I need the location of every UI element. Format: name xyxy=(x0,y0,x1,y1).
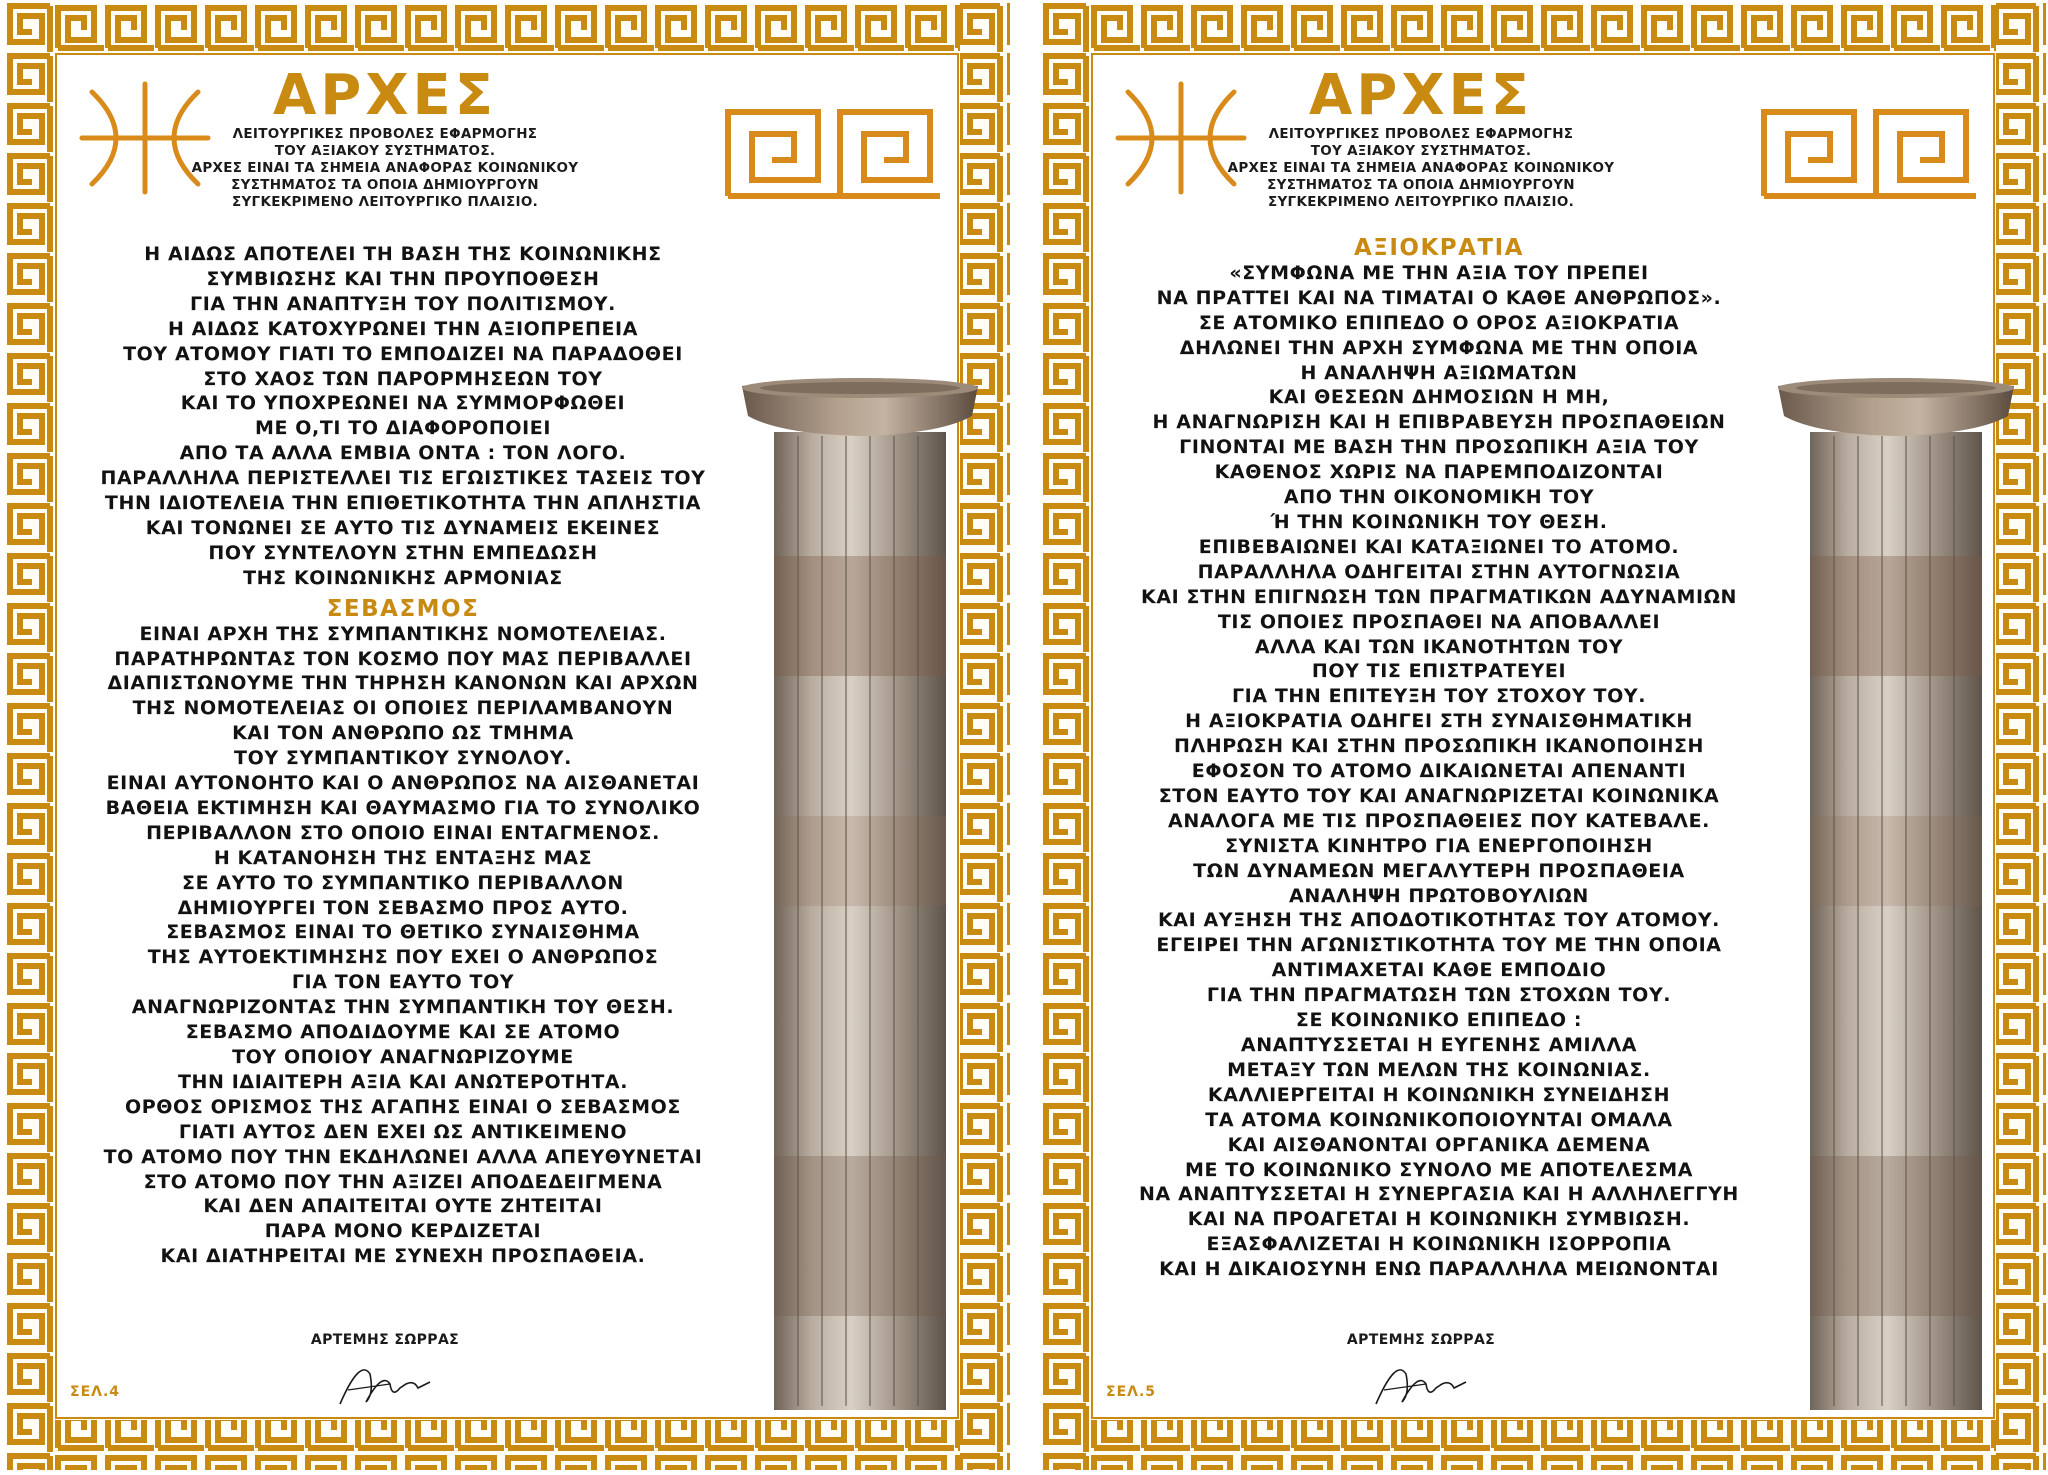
text-line: ΣΕΒΑΣΜΟ ΑΠΟΔΙΔΟΥΜΕ ΚΑΙ ΣΕ ΑΤΟΜΟ xyxy=(185,1021,621,1044)
text-line: ΠΟΥ ΤΙΣ ΕΠΙΣΤΡΑΤΕΥΕΙ xyxy=(1311,660,1567,683)
text-line: Η ΑΝΑΛΗΨΗ ΑΞΙΩΜΑΤΩΝ xyxy=(1300,361,1578,384)
paragraph-aidos xyxy=(60,242,746,591)
text-line: ΣΕΒΑΣΜΟΣ ΕΙΝΑΙ ΤΟ ΘΕΤΙΚΟ ΣΥΝΑΙΣΘΗΜΑ xyxy=(166,921,640,944)
text-line: ΣΤΟΝ ΕΑΥΤΟ ΤΟΥ ΚΑΙ ΑΝΑΓΝΩΡΙΖΕΤΑΙ ΚΟΙΝΩΝΙΚΑ xyxy=(1158,784,1720,807)
text-line: ΝΑ ΑΝΑΠΤΥΣΣΕΤΑΙ Η ΣΥΝΕΡΓΑΣΙΑ ΚΑΙ Η ΑΛΛΗΛΕΓΓΥΗ xyxy=(1139,1183,1739,1206)
text-line: ΑΝΤΙΜΑΧΕΤΑΙ ΚΑΘΕ ΕΜΠΟΔΙΟ xyxy=(1271,959,1607,982)
text-line: ΕΙΝΑΙ ΑΡΧΗ ΤΗΣ ΣΥΜΠΑΝΤΙΚΗΣ ΝΟΜΟΤΕΛΕΙΑΣ. xyxy=(139,622,667,645)
text-line: ΓΙΑ ΤΗΝ ΑΝΑΠΤΥΞΗ ΤΟΥ ΠΟΛΙΤΙΣΜΟΥ. xyxy=(190,292,616,315)
text-line: ΣΥΝΙΣΤΑ ΚΙΝΗΤΡΟ ΓΙΑ ΕΝΕΡΓΟΠΟΙΗΣΗ xyxy=(1225,834,1653,857)
text-line: ΚΑΙ ΤΟΝΩΝΕΙ ΣΕ ΑΥΤΟ ΤΙΣ ΔΥΝΑΜΕΙΣ ΕΚΕΙΝΕΣ xyxy=(145,516,661,539)
text-line: ΤΟΥ ΟΠΟΙΟΥ ΑΝΑΓΝΩΡΙΖΟΥΜΕ xyxy=(232,1046,574,1068)
signature-icon xyxy=(330,1354,440,1414)
doric-column-image xyxy=(1776,376,2016,1416)
page-number: ΣΕΛ.4 xyxy=(70,1384,121,1400)
text-line: ΤΗΣ ΚΟΙΝΩΝΙΚΗΣ ΑΡΜΟΝΙΑΣ xyxy=(243,566,563,589)
text-line: ΤΙΣ ΟΠΟΙΕΣ ΠΡΟΣΠΑΘΕΙ ΝΑ ΑΠΟΒΑΛΛΕΙ xyxy=(1217,610,1661,633)
text-line: Η ΚΑΤΑΝΟΗΣΗ ΤΗΣ ΕΝΤΑΞΗΣ ΜΑΣ xyxy=(213,846,593,869)
text-line: ΕΓΕΙΡΕΙ ΤΗΝ ΑΓΩΝΙΣΤΙΚΟΤΗΤΑ ΤΟΥ ΜΕ ΤΗΝ ΟΠΟΙΑ xyxy=(1156,934,1722,957)
text-line: ΠΑΡΑ ΜΟΝΟ ΚΕΡΔΙΖΕΤΑΙ xyxy=(264,1220,542,1243)
text-line: ΚΑΙ ΤΟ ΥΠΟΧΡΕΩΝΕΙ ΝΑ ΣΥΜΜΟΡΦΩΘΕΙ xyxy=(180,392,626,415)
section-sevasmos xyxy=(60,622,746,1270)
text-line: ΑΛΛΑ ΚΑΙ ΤΩΝ ΙΚΑΝΟΤΗΤΩΝ ΤΟΥ xyxy=(1254,635,1624,658)
text-line: ΓΙΑ ΤΗΝ ΕΠΙΤΕΥΞΗ ΤΟΥ ΣΤΟΧΟΥ ΤΟΥ. xyxy=(1231,685,1647,708)
text-line: ΚΑΙ ΤΟΝ ΑΝΘΡΩΠΟ ΩΣ ΤΜΗΜΑ xyxy=(232,722,574,745)
meander-ornament-icon xyxy=(1756,104,1982,204)
author-name: ΑΡΤΕΜΗΣ ΣΩΡΡΑΣ xyxy=(1346,1332,1496,1348)
text-line: ΑΝΑΛΗΨΗ ΠΡΩΤΟΒΟΥΛΙΩΝ xyxy=(1289,884,1589,907)
text-line: ΕΙΝΑΙ ΑΥΤΟΝΟΗΤΟ ΚΑΙ Ο ΑΝΘΡΩΠΟΣ ΝΑ ΑΙΣΘΑΝΕΤΑΙ xyxy=(106,772,700,795)
text-line: ΚΑΛΛΙΕΡΓΕΙΤΑΙ Η ΚΟΙΝΩΝΙΚΗ ΣΥΝΕΙΔΗΣΗ xyxy=(1207,1083,1671,1106)
text-line: ΔΗΜΙΟΥΡΓΕΙ ΤΟΝ ΣΕΒΑΣΜΟ ΠΡΟΣ ΑΥΤΟ. xyxy=(177,896,629,919)
text-line: ΜΕ ΤΟ ΚΟΙΝΩΝΙΚΟ ΣΥΝΟΛΟ ΜΕ ΑΠΟΤΕΛΕΣΜΑ xyxy=(1184,1158,1694,1181)
text-line: ΤΗΣ ΑΥΤΟΕΚΤΙΜΗΣΗΣ ΠΟΥ ΕΧΕΙ Ο ΑΝΘΡΩΠΟΣ xyxy=(147,946,659,969)
text-line: Η ΑΙΔΩΣ ΑΠΟΤΕΛΕΙ ΤΗ ΒΑΣΗ ΤΗΣ ΚΟΙΝΩΝΙΚΗΣ xyxy=(144,243,662,265)
text-line: ΝΑ ΠΡΑΤΤΕΙ ΚΑΙ ΝΑ ΤΙΜΑΤΑΙ Ο ΚΑΘΕ ΑΝΘΡΩΠΟΣ». xyxy=(1156,286,1722,309)
body-text xyxy=(60,242,746,1269)
text-line: ΤΩΝ ΔΥΝΑΜΕΩΝ ΜΕΓΑΛΥΤΕΡΗ ΠΡΟΣΠΑΘΕΙΑ xyxy=(1193,859,1685,882)
doric-column-image xyxy=(740,376,980,1416)
text-line: ΤΗΝ ΙΔΙΑΙΤΕΡΗ ΑΞΙΑ ΚΑΙ ΑΝΩΤΕΡΟΤΗΤΑ. xyxy=(177,1070,629,1093)
text-line: ΟΡΘΟΣ ΟΡΙΣΜΟΣ ΤΗΣ ΑΓΑΠΗΣ ΕΙΝΑΙ Ο ΣΕΒΑΣΜΟΣ xyxy=(125,1095,681,1118)
text-line: ΜΕ Ο,ΤΙ ΤΟ ΔΙΑΦΟΡΟΠΟΙΕΙ xyxy=(254,417,552,440)
section-heading: ΑΞΙΟΚΡΑΤΙΑ xyxy=(1354,235,1524,261)
text-line: ΠΑΡΑΤΗΡΩΝΤΑΣ ΤΟΝ ΚΟΣΜΟ ΠΟΥ ΜΑΣ ΠΕΡΙΒΑΛΛΕΙ xyxy=(114,647,692,670)
text-line: ΤΗΣ ΝΟΜΟΤΕΛΕΙΑΣ ΟΙ ΟΠΟΙΕΣ ΠΕΡΙΛΑΜΒΑΝΟΥΝ xyxy=(132,697,674,720)
text-line: ΕΞΑΣΦΑΛΙΖΕΤΑΙ Η ΚΟΙΝΩΝΙΚΗ ΙΣΟΡΡΟΠΙΑ xyxy=(1206,1233,1672,1256)
page-title: ΑΡΧΕΣ xyxy=(1308,63,1534,128)
text-line: ΠΛΗΡΩΣΗ ΚΑΙ ΣΤΗΝ ΠΡΟΣΩΠΙΚΗ ΙΚΑΝΟΠΟΙΗΣΗ xyxy=(1173,735,1705,758)
section-heading: ΣΕΒΑΣΜΟΣ xyxy=(326,595,480,622)
text-line: Η ΑΞΙΟΚΡΑΤΙΑ ΟΔΗΓΕΙ ΣΤΗ ΣΥΝΑΙΣΘΗΜΑΤΙΚΗ xyxy=(1185,710,1693,733)
page-5 xyxy=(1040,2,2046,1470)
text-line: ΕΦΟΣΟΝ ΤΟ ΑΤΟΜΟ ΔΙΚΑΙΩΝΕΤΑΙ ΑΠΕΝΑΝΤΙ xyxy=(1191,760,1687,783)
text-line: ΓΙΑ ΤΗΝ ΠΡΑΓΜΑΤΩΣΗ ΤΩΝ ΣΤΟΧΩΝ ΤΟΥ. xyxy=(1206,984,1672,1007)
text-line: ΚΑΙ ΑΥΞΗΣΗ ΤΗΣ ΑΠΟΔΟΤΙΚΟΤΗΤΑΣ ΤΟΥ ΑΤΟΜΟΥ. xyxy=(1157,909,1720,932)
text-line: ΓΙΑ ΤΟΝ ΕΑΥΤΟ ΤΟΥ xyxy=(291,971,515,994)
section-axiokratia xyxy=(1096,261,1782,1282)
text-line: ΠΕΡΙΒΑΛΛΟΝ ΣΤΟ ΟΠΟΙΟ ΕΙΝΑΙ ΕΝΤΑΓΜΕΝΟΣ. xyxy=(146,821,660,844)
text-line: ΓΙΑΤΙ ΑΥΤΟΣ ΔΕΝ ΕΧΕΙ ΩΣ ΑΝΤΙΚΕΙΜΕΝΟ xyxy=(178,1120,628,1143)
text-line: ΣΤΟ ΑΤΟΜΟ ΠΟΥ ΤΗΝ ΑΞΙΖΕΙ ΑΠΟΔΕΔΕΙΓΜΕΝΑ xyxy=(143,1170,663,1193)
text-line: ΤΟΥ ΑΤΟΜΟΥ ΓΙΑΤΙ ΤΟ ΕΜΠΟΔΙΖΕΙ ΝΑ ΠΑΡΑΔΟΘΕΙ xyxy=(123,342,683,365)
page-subtitle: ΛΕΙΤΟΥΡΓΙΚΕΣ ΠΡΟΒΟΛΕΣ ΕΦΑΡΜΟΓΗΣ ΤΟΥ ΑΞΙΑΚΟΥ ΣΥΣΤΗΜΑΤΟΣ. ΑΡΧΕΣ ΕΙΝΑΙ ΤΑ ΣΗΜΕΙΑ ΑΝΑΦΟΡΑΣ ΚΟΙΝΩΝΙΚΟΥ ΣΥΣΤΗΜΑΤΟΣ ΤΑ ΟΠΟΙΑ ΔΗΜΙΟΥΡΓΟΥΝ ΣΥΓΚΕΚΡΙΜΕΝΟ ΛΕΙΤΟΥΡΓΙΚΟ ΠΛΑΙΣΙΟ. xyxy=(191,126,579,210)
text-line: ΚΑΙ ΝΑ ΠΡΟΑΓΕΤΑΙ Η ΚΟΙΝΩΝΙΚΗ ΣΥΜΒΙΩΣΗ. xyxy=(1187,1208,1691,1231)
page-title: ΑΡΧΕΣ xyxy=(272,63,498,128)
text-line: ΑΝΑΛΟΓΑ ΜΕ ΤΙΣ ΠΡΟΣΠΑΘΕΙΕΣ ΠΟΥ ΚΑΤΕΒΑΛΕ. xyxy=(1168,809,1710,832)
text-line: ΚΑΙ ΘΕΣΕΩΝ ΔΗΜΟΣΙΩΝ Η ΜΗ, xyxy=(1268,386,1610,409)
text-line: ΚΑΙ ΔΙΑΤΗΡΕΙΤΑΙ ΜΕ ΣΥΝΕΧΗ ΠΡΟΣΠΑΘΕΙΑ. xyxy=(160,1245,646,1268)
text-line: ΠΟΥ ΣΥΝΤΕΛΟΥΝ ΣΤΗΝ ΕΜΠΕΔΩΣΗ xyxy=(208,541,598,564)
text-line: ΠΑΡΑΛΛΗΛΑ ΟΔΗΓΕΙΤΑΙ ΣΤΗΝ ΑΥΤΟΓΝΩΣΙΑ xyxy=(1197,560,1681,583)
text-line: ΕΠΙΒΕΒΑΙΩΝΕΙ ΚΑΙ ΚΑΤΑΞΙΩΝΕΙ ΤΟ ΑΤΟΜΟ. xyxy=(1198,535,1680,558)
text-line: ΤΟΥ ΣΥΜΠΑΝΤΙΚΟΥ ΣΥΝΟΛΟΥ. xyxy=(234,747,572,770)
text-line: Ή ΤΗΝ ΚΟΙΝΩΝΙΚΗ ΤΟΥ ΘΕΣΗ. xyxy=(1270,510,1608,533)
text-line: ΒΑΘΕΙΑ ΕΚΤΙΜΗΣΗ ΚΑΙ ΘΑΥΜΑΣΜΟ ΓΙΑ ΤΟ ΣΥΝΟΛΙΚΟ xyxy=(105,796,701,819)
text-line: Η ΑΝΑΓΝΩΡΙΣΗ ΚΑΙ Η ΕΠΙΒΡΑΒΕΥΣΗ ΠΡΟΣΠΑΘΕΙΩΝ xyxy=(1152,411,1726,434)
text-line: ΣΕ ΚΟΙΝΩΝΙΚΟ ΕΠΙΠΕΔΟ : xyxy=(1295,1009,1583,1032)
text-line: ΑΠΟ ΤΗΝ ΟΙΚΟΝΟΜΙΚΗ ΤΟΥ xyxy=(1283,486,1595,509)
text-line: ΚΑΙ ΑΙΣΘΑΝΟΝΤΑΙ ΟΡΓΑΝΙΚΑ ΔΕΜΕΝΑ xyxy=(1227,1133,1651,1156)
text-line: ΤΗΝ ΙΔΙΟΤΕΛΕΙΑ ΤΗΝ ΕΠΙΘΕΤΙΚΟΤΗΤΑ ΤΗΝ ΑΠΛΗΣΤΙΑ xyxy=(104,492,702,515)
text-line: ΚΑΘΕΝΟΣ ΧΩΡΙΣ ΝΑ ΠΑΡΕΜΠΟΔΙΖΟΝΤΑΙ xyxy=(1214,461,1664,484)
text-line: ΣΕ ΑΤΟΜΙΚΟ ΕΠΙΠΕΔΟ Ο ΟΡΟΣ ΑΞΙΟΚΡΑΤΙΑ xyxy=(1198,311,1680,334)
text-line: ΑΝΑΠΤΥΣΣΕΤΑΙ Η ΕΥΓΕΝΗΣ ΑΜΙΛΛΑ xyxy=(1240,1034,1638,1056)
text-line: ΑΝΑΓΝΩΡΙΖΟΝΤΑΣ ΤΗΝ ΣΥΜΠΑΝΤΙΚΗ ΤΟΥ ΘΕΣΗ. xyxy=(131,996,675,1019)
text-line: «ΣΥΜΦΩΝΑ ΜΕ ΤΗΝ ΑΞΙΑ ΤΟΥ ΠΡΕΠΕΙ xyxy=(1229,261,1649,284)
page-subtitle: ΛΕΙΤΟΥΡΓΙΚΕΣ ΠΡΟΒΟΛΕΣ ΕΦΑΡΜΟΓΗΣ ΤΟΥ ΑΞΙΑΚΟΥ ΣΥΣΤΗΜΑΤΟΣ. ΑΡΧΕΣ ΕΙΝΑΙ ΤΑ ΣΗΜΕΙΑ ΑΝΑΦΟΡΑΣ ΚΟΙΝΩΝΙΚΟΥ ΣΥΣΤΗΜΑΤΟΣ ΤΑ ΟΠΟΙΑ ΔΗΜΙΟΥΡΓΟΥΝ ΣΥΓΚΕΚΡΙΜΕΝΟ ΛΕΙΤΟΥΡΓΙΚΟ ΠΛΑΙΣΙΟ. xyxy=(1227,126,1615,210)
text-line: ΣΕ ΑΥΤΟ ΤΟ ΣΥΜΠΑΝΤΙΚΟ ΠΕΡΙΒΑΛΛΟΝ xyxy=(182,871,624,894)
page-number: ΣΕΛ.5 xyxy=(1106,1384,1157,1400)
author-name: ΑΡΤΕΜΗΣ ΣΩΡΡΑΣ xyxy=(310,1332,460,1348)
text-line: ΤΟ ΑΤΟΜΟ ΠΟΥ ΤΗΝ ΕΚΔΗΛΩΝΕΙ ΑΛΛΑ ΑΠΕΥΘΥΝΕΤΑΙ xyxy=(103,1145,703,1168)
page-4 xyxy=(4,2,1010,1470)
text-line: ΣΥΜΒΙΩΣΗΣ ΚΑΙ ΤΗΝ ΠΡΟΥΠΟΘΕΣΗ xyxy=(206,267,600,290)
text-line: ΚΑΙ Η ΔΙΚΑΙΟΣΥΝΗ ΕΝΩ ΠΑΡΑΛΛΗΛΑ ΜΕΙΩΝΟΝΤΑΙ xyxy=(1159,1258,1719,1281)
text-line: ΚΑΙ ΔΕΝ ΑΠΑΙΤΕΙΤΑΙ ΟΥΤΕ ΖΗΤΕΙΤΑΙ xyxy=(203,1195,603,1218)
text-line: ΜΕΤΑΞΥ ΤΩΝ ΜΕΛΩΝ ΤΗΣ ΚΟΙΝΩΝΙΑΣ. xyxy=(1227,1058,1651,1081)
text-line: ΑΠΟ ΤΑ ΑΛΛΑ ΕΜΒΙΑ ΟΝΤΑ : ΤΟΝ ΛΟΓΟ. xyxy=(179,442,627,465)
text-line: ΓΙΝΟΝΤΑΙ ΜΕ ΒΑΣΗ ΤΗΝ ΠΡΟΣΩΠΙΚΗ ΑΞΙΑ ΤΟΥ xyxy=(1179,436,1699,459)
body-text xyxy=(1096,236,1782,1282)
text-line: ΔΗΛΩΝΕΙ ΤΗΝ ΑΡΧΗ ΣΥΜΦΩΝΑ ΜΕ ΤΗΝ ΟΠΟΙΑ xyxy=(1179,336,1699,359)
text-line: ΣΤΟ ΧΑΟΣ ΤΩΝ ΠΑΡΟΡΜΗΣΕΩΝ ΤΟΥ xyxy=(203,367,603,390)
text-line: Η ΑΙΔΩΣ ΚΑΤΟΧΥΡΩΝΕΙ ΤΗΝ ΑΞΙΟΠΡΕΠΕΙΑ xyxy=(167,317,639,340)
meander-ornament-icon xyxy=(720,104,946,204)
text-line: ΚΑΙ ΣΤΗΝ ΕΠΙΓΝΩΣΗ ΤΩΝ ΠΡΑΓΜΑΤΙΚΩΝ ΑΔΥΝΑΜΙΩΝ xyxy=(1141,585,1737,608)
text-line: ΔΙΑΠΙΣΤΩΝΟΥΜΕ ΤΗΝ ΤΗΡΗΣΗ ΚΑΝΟΝΩΝ ΚΑΙ ΑΡΧΩΝ xyxy=(107,672,699,695)
text-line: ΠΑΡΑΛΛΗΛΑ ΠΕΡΙΣΤΕΛΛΕΙ ΤΙΣ ΕΓΩΙΣΤΙΚΕΣ ΤΑΣΕΙΣ ΤΟΥ xyxy=(100,467,706,490)
text-line: ΤΑ ΑΤΟΜΑ ΚΟΙΝΩΝΙΚΟΠΟΙΟΥΝΤΑΙ ΟΜΑΛΑ xyxy=(1205,1108,1673,1131)
signature-icon xyxy=(1366,1354,1476,1414)
